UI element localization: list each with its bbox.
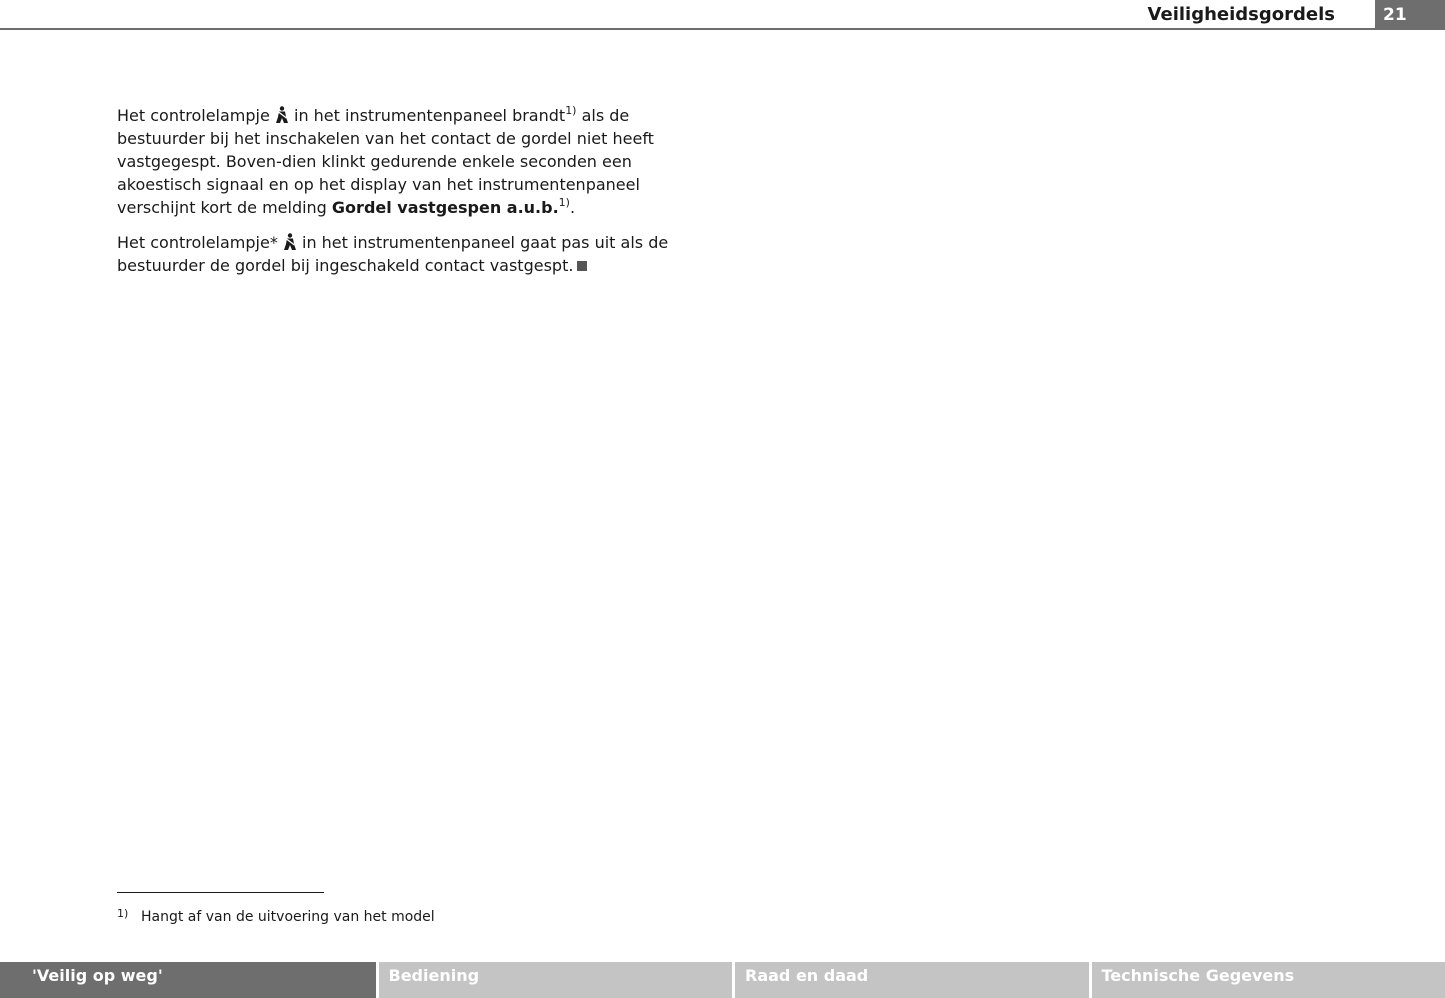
footnote-rule xyxy=(117,892,324,893)
p2-text-a: Het controlelampje* xyxy=(117,233,283,252)
nav-tab-raad-en-daad[interactable]: Raad en daad xyxy=(735,962,1089,998)
p1-text-d: . xyxy=(569,198,576,217)
end-of-section-icon xyxy=(577,261,587,271)
page-number: 21 xyxy=(1375,0,1445,29)
seatbelt-warning-icon xyxy=(275,106,289,124)
p1-text-a: Het controlelampje xyxy=(117,106,275,125)
body-text xyxy=(117,104,717,289)
nav-tab-veilig-op-weg[interactable]: 'Veilig op weg' xyxy=(0,962,376,998)
seatbelt-warning-icon xyxy=(283,233,297,251)
chapter-nav xyxy=(0,962,1445,998)
footnote-text: Hangt af van de uitvoering van het model xyxy=(141,909,435,925)
section-title: Veiligheidsgordels xyxy=(1147,4,1335,25)
nav-tab-bediening[interactable]: Bediening xyxy=(379,962,733,998)
header-rule xyxy=(0,28,1445,30)
p2-text-b: in het instrumentenpaneel gaat pas uit als de bestuurder de gordel bij ingeschakeld contact vastgespt. xyxy=(117,233,669,275)
nav-tab-technische-gegevens[interactable]: Technische Gegevens xyxy=(1092,962,1445,998)
paragraph-1 xyxy=(117,104,717,219)
footnote-ref: 1) xyxy=(558,196,570,209)
p1-bold-message: Gordel vastgespen a.u.b. xyxy=(331,198,559,217)
paragraph-2 xyxy=(117,231,717,277)
p1-text-c: als de bestuurder bij het inschakelen van het contact de gordel niet heeft vastgegespt. Boven-dien klinkt gedurende enkele seconden een akoestisch signaal en op het display van het instrumentenpaneel verschijnt kort de melding xyxy=(117,106,654,217)
p1-text-b: in het instrumentenpaneel brandt xyxy=(288,106,566,125)
footnote-ref: 1) xyxy=(565,104,577,117)
footnote xyxy=(117,907,435,925)
footnote-marker: 1) xyxy=(117,907,129,920)
